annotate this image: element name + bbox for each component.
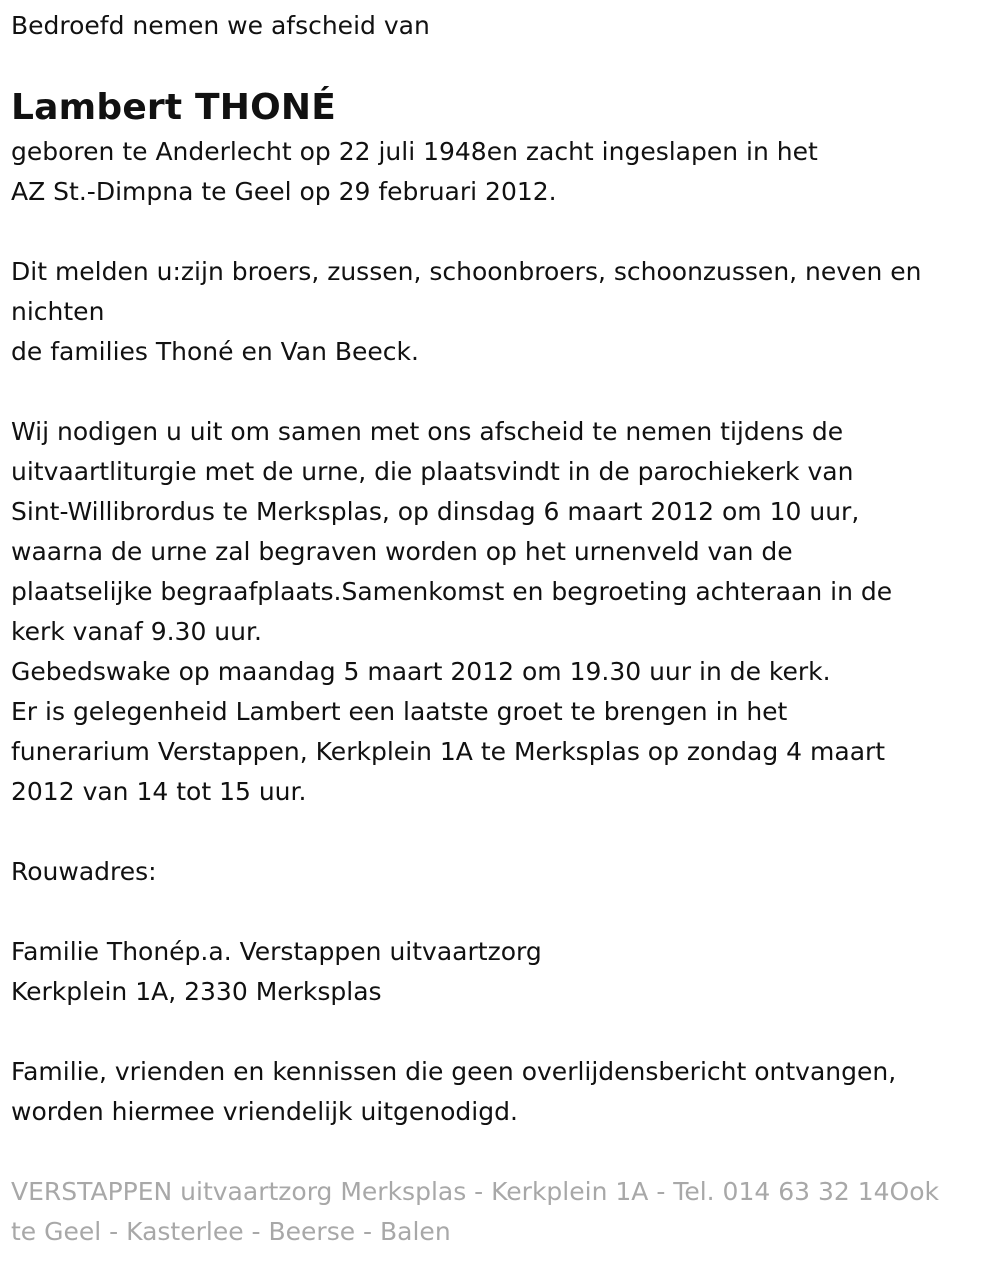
invitation-line-1: Familie, vrienden en kennissen die geen overlijdensbericht ontvangen, <box>11 1057 897 1086</box>
spacer <box>11 892 991 932</box>
ceremony-line-9: funerarium Verstappen, Kerkplein 1A te Merksplas op zondag 4 maart <box>11 737 886 766</box>
spacer <box>11 812 991 852</box>
deceased-name: Lambert THONÉ <box>11 87 337 128</box>
ceremony-line-4: waarna de urne zal begraven worden op het urnenveld van de <box>11 537 793 566</box>
address-line-1: Familie Thonép.a. Verstappen uitvaartzorg <box>11 937 542 966</box>
ceremony-line-3: Sint-Willibrordus te Merksplas, op dinsdag 6 maart 2012 om 10 uur, <box>11 497 860 526</box>
invitation-paragraph <box>11 1052 991 1132</box>
address-line-2: Kerkplein 1A, 2330 Merksplas <box>11 977 382 1006</box>
intro-text: Bedroefd nemen we afscheid van <box>11 11 430 40</box>
invitation-line-2: worden hiermee vriendelijk uitgenodigd. <box>11 1097 518 1126</box>
ceremony-line-8: Er is gelegenheid Lambert een laatste groet te brengen in het <box>11 697 788 726</box>
announcers-line-3: de families Thoné en Van Beeck. <box>11 337 419 366</box>
birth-death-paragraph <box>11 132 991 212</box>
footer-line-1: VERSTAPPEN uitvaartzorg Merksplas - Kerkplein 1A - Tel. 014 63 32 14Ook <box>11 1177 939 1206</box>
ceremony-line-6: kerk vanaf 9.30 uur. <box>11 617 262 646</box>
announcers-line-2: nichten <box>11 297 105 326</box>
funeral-home-footer <box>11 1172 991 1252</box>
ceremony-line-2: uitvaartliturgie met de urne, die plaatsvindt in de parochiekerk van <box>11 457 854 486</box>
address-label: Rouwadres: <box>11 857 157 886</box>
address-paragraph <box>11 932 991 1012</box>
footer-line-2: te Geel - Kasterlee - Beerse - Balen <box>11 1217 451 1246</box>
ceremony-paragraph <box>11 412 991 812</box>
birth-line-1: geboren te Anderlecht op 22 juli 1948en zacht ingeslapen in het <box>11 137 818 166</box>
ceremony-line-5: plaatselijke begraafplaats.Samenkomst en begroeting achteraan in de <box>11 577 893 606</box>
announcers-paragraph <box>11 252 991 372</box>
spacer <box>11 212 991 252</box>
spacer <box>11 1012 991 1052</box>
ceremony-line-7: Gebedswake op maandag 5 maart 2012 om 19.30 uur in de kerk. <box>11 657 831 686</box>
spacer <box>11 1132 991 1172</box>
ceremony-line-10: 2012 van 14 tot 15 uur. <box>11 777 307 806</box>
announcers-line-1: Dit melden u:zijn broers, zussen, schoonbroers, schoonzussen, neven en <box>11 257 922 286</box>
ceremony-line-1: Wij nodigen u uit om samen met ons afscheid te nemen tijdens de <box>11 417 844 446</box>
birth-line-2: AZ St.-Dimpna te Geel op 29 februari 2012. <box>11 177 557 206</box>
spacer <box>11 372 991 412</box>
